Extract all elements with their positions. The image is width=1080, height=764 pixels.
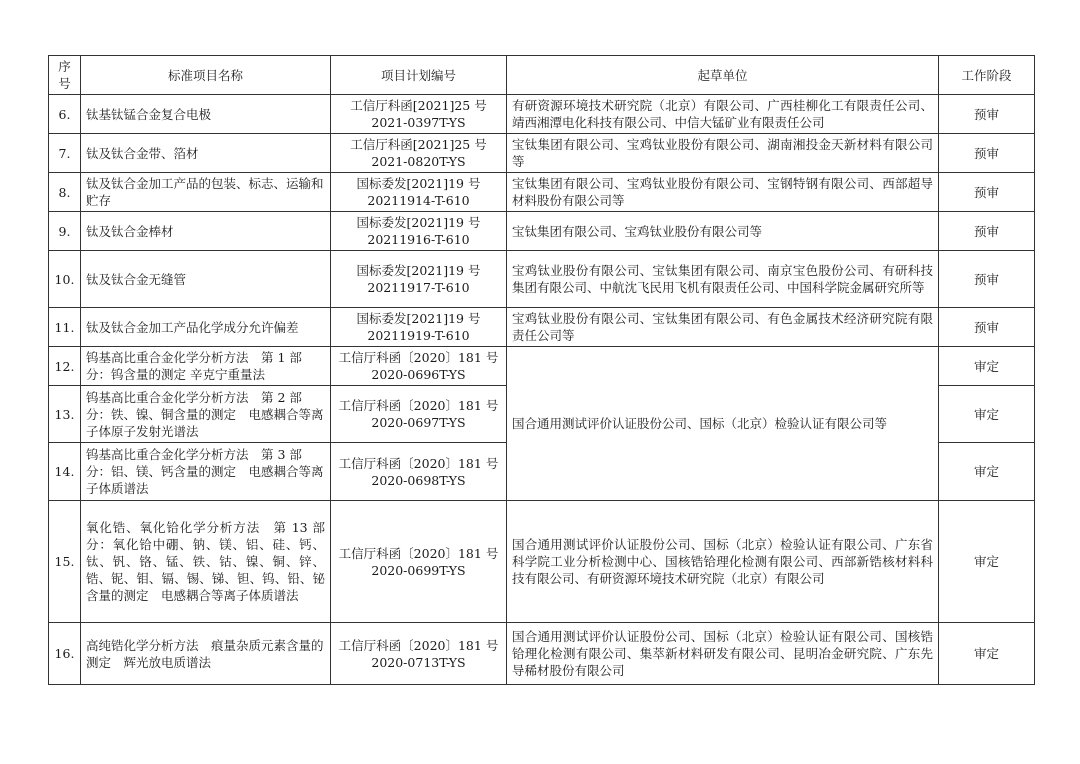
row-stage: 预审 — [939, 251, 1035, 308]
row-name: 氧化锆、氧化铪化学分析方法 第 13 部分：氧化铪中硼、钠、镁、铝、硅、钙、钛、钒、铬、锰、铁、钴、镍、铜、锌、锆、铌、钼、镉、锡、锑、钽、钨、铅、铋含量的测定 电感耦合等离子体质谱法 — [81, 501, 331, 623]
table-row — [49, 95, 1035, 134]
header-no: 序号 — [49, 56, 81, 95]
standards-table-page — [48, 55, 1034, 685]
row-stage: 预审 — [939, 212, 1035, 251]
row-name: 钨基高比重合金化学分析方法 第 2 部分：铁、镍、铜含量的测定 电感耦合等离子体原子发射光谱法 — [81, 386, 331, 443]
row-unit: 宝鸡钛业股份有限公司、宝钛集团有限公司、有色金属技术经济研究院有限责任公司等 — [507, 308, 939, 347]
plan-doc: 工信厅科函〔2020〕181 号 — [338, 637, 499, 653]
row-unit: 宝钛集团有限公司、宝鸡钛业股份有限公司、宝钢特钢有限公司、西部超导材料股份有限公司等 — [507, 173, 939, 212]
row-unit: 宝鸡钛业股份有限公司、宝钛集团有限公司、南京宝色股份公司、有研科技集团有限公司、中航沈飞民用飞机有限责任公司、中国科学院金属研究所等 — [507, 251, 939, 308]
header-plan: 项目计划编号 — [331, 56, 507, 95]
plan-code: 20211917-T-610 — [367, 280, 470, 295]
row-plan — [331, 308, 507, 347]
row-name: 钛及钛合金棒材 — [81, 212, 331, 251]
row-stage: 审定 — [939, 347, 1035, 386]
row-no: 9. — [49, 212, 81, 251]
row-unit: 国合通用测试评价认证股份公司、国标（北京）检验认证有限公司、国核锆铪理化检测有限公司、集萃新材料研发有限公司、昆明冶金研究院、广东先导稀材股份有限公司 — [507, 623, 939, 685]
row-plan — [331, 95, 507, 134]
plan-doc: 国标委发[2021]19 号 — [356, 215, 481, 230]
row-name: 钛及钛合金无缝管 — [81, 251, 331, 308]
row-no: 10. — [49, 251, 81, 308]
row-name: 钨基高比重合金化学分析方法 第 1 部分：钨含量的测定 辛克宁重量法 — [81, 347, 331, 386]
plan-doc: 工信厅科函[2021]25 号 — [350, 98, 487, 113]
row-name: 钛及钛合金带、箔材 — [81, 134, 331, 173]
row-name: 钛及钛合金加工产品的包装、标志、运输和贮存 — [81, 173, 331, 212]
table-row — [49, 501, 1035, 623]
standards-table — [48, 55, 1035, 685]
row-name: 高纯锆化学分析方法 痕量杂质元素含量的测定 辉光放电质谱法 — [81, 623, 331, 685]
plan-code: 20211916-T-610 — [367, 232, 470, 247]
plan-code: 2020-0697T-YS — [371, 415, 466, 430]
row-no: 14. — [49, 443, 81, 501]
row-no: 7. — [49, 134, 81, 173]
plan-doc: 工信厅科函〔2020〕181 号 — [338, 545, 499, 561]
row-unit: 宝钛集团有限公司、宝鸡钛业股份有限公司、湖南湘投金天新材料有限公司等 — [507, 134, 939, 173]
plan-doc: 国标委发[2021]19 号 — [356, 263, 481, 278]
table-row — [49, 347, 1035, 386]
row-plan — [331, 173, 507, 212]
row-stage: 预审 — [939, 308, 1035, 347]
row-stage: 审定 — [939, 623, 1035, 685]
row-stage: 预审 — [939, 95, 1035, 134]
row-no: 16. — [49, 623, 81, 685]
row-plan — [331, 347, 507, 386]
plan-doc: 国标委发[2021]19 号 — [356, 311, 481, 326]
row-stage: 审定 — [939, 501, 1035, 623]
row-name: 钛及钛合金加工产品化学成分允许偏差 — [81, 308, 331, 347]
row-no: 8. — [49, 173, 81, 212]
row-plan — [331, 134, 507, 173]
plan-code: 20211914-T-610 — [367, 193, 470, 208]
row-plan — [331, 443, 507, 501]
row-unit: 国合通用测试评价认证股份公司、国标（北京）检验认证有限公司、广东省科学院工业分析检测中心、国核锆铪理化检测有限公司、西部新锆核材料科技有限公司、有研资源环境技术研究院（北京）有限公司 — [507, 501, 939, 623]
row-plan — [331, 623, 507, 685]
header-unit: 起草单位 — [507, 56, 939, 95]
plan-doc: 工信厅科函〔2020〕181 号 — [338, 398, 499, 413]
row-stage: 预审 — [939, 134, 1035, 173]
row-no: 15. — [49, 501, 81, 623]
table-row — [49, 212, 1035, 251]
plan-doc: 工信厅科函[2021]25 号 — [350, 137, 487, 152]
plan-code: 2020-0699T-YS — [371, 562, 466, 578]
plan-doc: 工信厅科函〔2020〕181 号 — [338, 455, 499, 471]
header-name: 标准项目名称 — [81, 56, 331, 95]
row-no: 13. — [49, 386, 81, 443]
table-row — [49, 623, 1035, 685]
plan-doc: 工信厅科函〔2020〕181 号 — [338, 350, 499, 365]
row-unit: 宝钛集团有限公司、宝鸡钛业股份有限公司等 — [507, 212, 939, 251]
row-no: 11. — [49, 308, 81, 347]
row-plan — [331, 501, 507, 623]
plan-doc: 国标委发[2021]19 号 — [356, 176, 481, 191]
plan-code: 20211919-T-610 — [367, 328, 470, 343]
row-no: 12. — [49, 347, 81, 386]
row-no: 6. — [49, 95, 81, 134]
row-stage: 审定 — [939, 386, 1035, 443]
row-plan — [331, 212, 507, 251]
row-unit: 有研资源环境技术研究院（北京）有限公司、广西桂柳化工有限责任公司、靖西湘潭电化科技有限公司、中信大锰矿业有限责任公司 — [507, 95, 939, 134]
table-row — [49, 251, 1035, 308]
plan-code: 2020-0713T-YS — [371, 654, 466, 670]
plan-code: 2021-0397T-YS — [371, 115, 466, 130]
table-row — [49, 308, 1035, 347]
row-stage: 审定 — [939, 443, 1035, 501]
plan-code: 2020-0698T-YS — [371, 472, 466, 488]
row-stage: 预审 — [939, 173, 1035, 212]
table-row — [49, 173, 1035, 212]
row-name: 钛基钛锰合金复合电极 — [81, 95, 331, 134]
header-stage: 工作阶段 — [939, 56, 1035, 95]
table-row — [49, 134, 1035, 173]
plan-code: 2020-0696T-YS — [371, 367, 466, 382]
merged-unit-cell: 国合通用测试评价认证股份公司、国标（北京）检验认证有限公司等 — [507, 347, 939, 501]
row-plan — [331, 251, 507, 308]
row-name: 钨基高比重合金化学分析方法 第 3 部分：铝、镁、钙含量的测定 电感耦合等离子体质谱法 — [81, 443, 331, 501]
row-plan — [331, 386, 507, 443]
plan-code: 2021-0820T-YS — [371, 154, 466, 169]
